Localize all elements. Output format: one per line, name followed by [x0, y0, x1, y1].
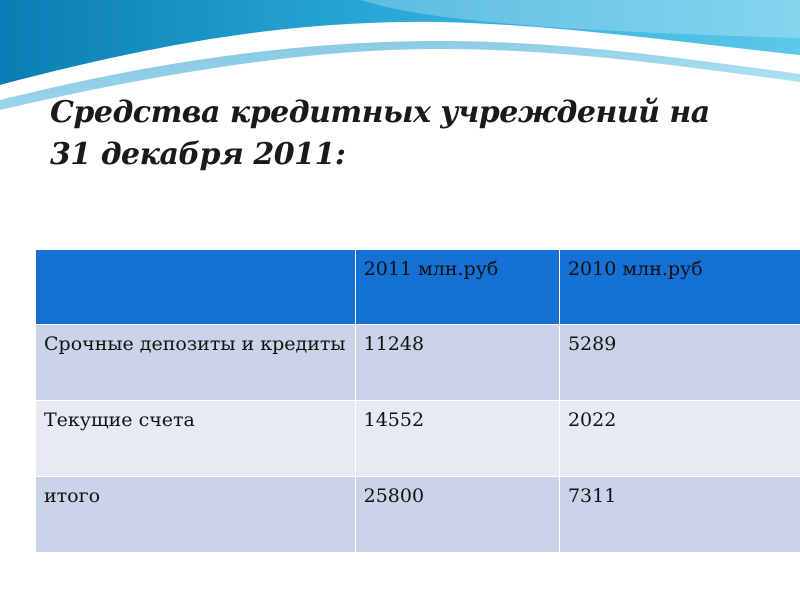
row-label: Срочные депозиты и кредиты — [36, 325, 356, 401]
table-row — [36, 401, 800, 477]
slide-title-line-2: 31 декабря 2011: — [50, 137, 346, 172]
credit-institutions-table — [35, 249, 800, 553]
row-label: итого — [36, 477, 356, 553]
header-cell-2011: 2011 млн.руб — [355, 250, 559, 325]
table-row — [36, 477, 800, 553]
value-2010: 2022 — [559, 401, 800, 477]
value-2010: 5289 — [559, 325, 800, 401]
table-row — [36, 325, 800, 401]
value-2011: 14552 — [355, 401, 559, 477]
slide-title — [50, 92, 750, 176]
table-header-row — [36, 250, 800, 325]
row-label: Текущие счета — [36, 401, 356, 477]
header-cell-empty — [36, 250, 356, 325]
value-2011: 25800 — [355, 477, 559, 553]
value-2011: 11248 — [355, 325, 559, 401]
header-cell-2010: 2010 млн.руб — [559, 250, 800, 325]
value-2010: 7311 — [559, 477, 800, 553]
slide-title-line-1: Средства кредитных учреждений на — [50, 95, 710, 130]
